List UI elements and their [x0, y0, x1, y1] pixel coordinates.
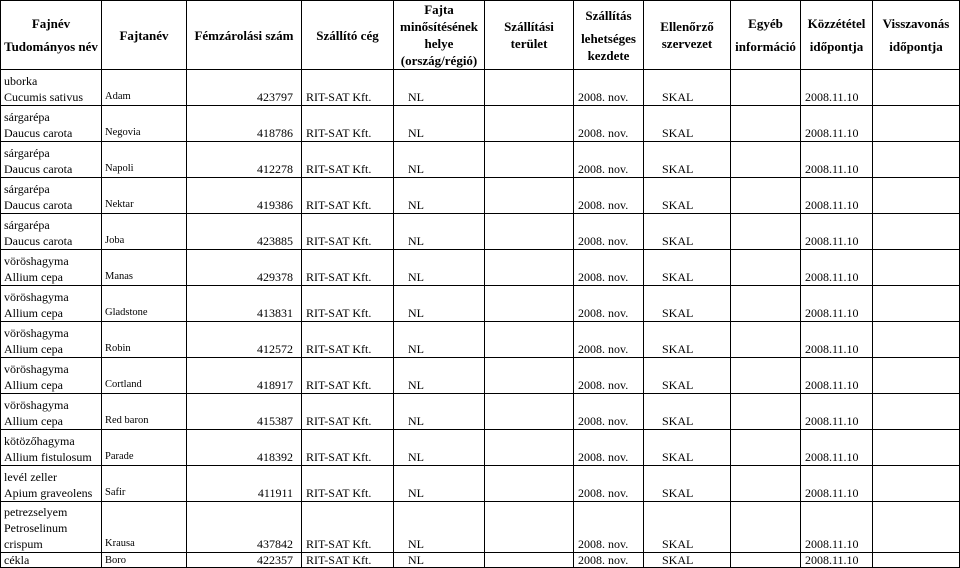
origin-cell: NL [394, 214, 485, 250]
delivery-start-cell: 2008. nov. [574, 286, 644, 322]
withdrawn-cell [873, 322, 960, 358]
scientific-name: Allium cepa [4, 378, 63, 392]
common-name: vöröshagyma [4, 362, 69, 376]
variety-cell: Parade [102, 430, 187, 466]
published-cell: 2008.11.10 [801, 502, 873, 553]
common-name: kötözőhagyma [4, 434, 75, 448]
variety-cell: Nektar [102, 178, 187, 214]
area-cell [485, 286, 574, 322]
delivery-start-cell: 2008. nov. [574, 106, 644, 142]
supplier-cell: RIT-SAT Kft. [302, 502, 394, 553]
inspector-cell: SKAL [644, 358, 731, 394]
common-name: sárgarépa [4, 146, 50, 160]
header-species: Fajnév Tudományos név [1, 1, 102, 70]
common-name: sárgarépa [4, 182, 50, 196]
origin-cell: NL [394, 430, 485, 466]
supplier-cell: RIT-SAT Kft. [302, 250, 394, 286]
species-cell [1, 430, 102, 466]
variety-cell: Negovia [102, 106, 187, 142]
published-cell: 2008.11.10 [801, 250, 873, 286]
table-row [1, 70, 960, 106]
inspector-cell: SKAL [644, 322, 731, 358]
withdrawn-cell [873, 553, 960, 568]
reg-no-cell: 411911 [187, 466, 302, 502]
withdrawn-cell [873, 394, 960, 430]
variety-cell: Joba [102, 214, 187, 250]
reg-no-cell: 422357 [187, 553, 302, 568]
published-cell: 2008.11.10 [801, 214, 873, 250]
variety-cell: Manas [102, 250, 187, 286]
other-info-cell [731, 502, 801, 553]
species-cell [1, 358, 102, 394]
supplier-cell: RIT-SAT Kft. [302, 214, 394, 250]
published-cell: 2008.11.10 [801, 286, 873, 322]
scientific-name: Cucumis sativus [4, 90, 84, 104]
table-row [1, 178, 960, 214]
origin-cell: NL [394, 553, 485, 568]
table-row [1, 286, 960, 322]
reg-no-cell: 418786 [187, 106, 302, 142]
published-cell: 2008.11.10 [801, 106, 873, 142]
area-cell [485, 214, 574, 250]
common-name: sárgarépa [4, 110, 50, 124]
variety-cell: Gladstone [102, 286, 187, 322]
supplier-cell: RIT-SAT Kft. [302, 394, 394, 430]
inspector-cell: SKAL [644, 286, 731, 322]
area-cell [485, 142, 574, 178]
table-row [1, 106, 960, 142]
delivery-start-cell: 2008. nov. [574, 70, 644, 106]
header-reg-no: Fémzárolási szám [187, 1, 302, 70]
other-info-cell [731, 250, 801, 286]
header-row [1, 1, 960, 70]
reg-no-cell: 412572 [187, 322, 302, 358]
variety-cell: Adam [102, 70, 187, 106]
table-row [1, 502, 960, 553]
published-cell: 2008.11.10 [801, 466, 873, 502]
delivery-start-cell: 2008. nov. [574, 322, 644, 358]
origin-cell: NL [394, 358, 485, 394]
origin-cell: NL [394, 466, 485, 502]
reg-no-cell: 429378 [187, 250, 302, 286]
area-cell [485, 322, 574, 358]
withdrawn-cell [873, 286, 960, 322]
supplier-cell: RIT-SAT Kft. [302, 322, 394, 358]
delivery-start-cell: 2008. nov. [574, 553, 644, 568]
scientific-name: Daucus carota [4, 162, 73, 176]
origin-cell: NL [394, 286, 485, 322]
supplier-cell: RIT-SAT Kft. [302, 358, 394, 394]
supplier-cell: RIT-SAT Kft. [302, 286, 394, 322]
published-cell: 2008.11.10 [801, 430, 873, 466]
scientific-name: Apium graveolens [4, 486, 93, 500]
supplier-cell: RIT-SAT Kft. [302, 178, 394, 214]
common-name: vöröshagyma [4, 398, 69, 412]
origin-cell: NL [394, 250, 485, 286]
inspector-cell: SKAL [644, 250, 731, 286]
reg-no-cell: 419386 [187, 178, 302, 214]
other-info-cell [731, 142, 801, 178]
supplier-cell: RIT-SAT Kft. [302, 70, 394, 106]
variety-cell: Red baron [102, 394, 187, 430]
delivery-start-cell: 2008. nov. [574, 466, 644, 502]
origin-cell: NL [394, 106, 485, 142]
header-variety: Fajtanév [102, 1, 187, 70]
reg-no-cell: 413831 [187, 286, 302, 322]
published-cell: 2008.11.10 [801, 70, 873, 106]
withdrawn-cell [873, 178, 960, 214]
published-cell: 2008.11.10 [801, 178, 873, 214]
supplier-cell: RIT-SAT Kft. [302, 466, 394, 502]
delivery-start-cell: 2008. nov. [574, 358, 644, 394]
scientific-name: Daucus carota [4, 198, 73, 212]
other-info-cell [731, 430, 801, 466]
header-delivery-start: Szállítás lehetséges kezdete [574, 1, 644, 70]
species-cell [1, 178, 102, 214]
supplier-cell: RIT-SAT Kft. [302, 142, 394, 178]
scientific-name: Daucus carota [4, 234, 73, 248]
species-cell [1, 502, 102, 553]
area-cell [485, 394, 574, 430]
scientific-name: Allium fistulosum [4, 450, 92, 464]
common-name: uborka [4, 74, 38, 88]
published-cell: 2008.11.10 [801, 553, 873, 568]
variety-cell: Cortland [102, 358, 187, 394]
header-inspector: Ellenőrző szervezet [644, 1, 731, 70]
area-cell [485, 358, 574, 394]
withdrawn-cell [873, 106, 960, 142]
inspector-cell: SKAL [644, 502, 731, 553]
inspector-cell: SKAL [644, 430, 731, 466]
area-cell [485, 553, 574, 568]
common-name: sárgarépa [4, 218, 50, 232]
area-cell [485, 250, 574, 286]
inspector-cell: SKAL [644, 70, 731, 106]
withdrawn-cell [873, 466, 960, 502]
variety-cell: Safir [102, 466, 187, 502]
other-info-cell [731, 358, 801, 394]
table-row [1, 214, 960, 250]
delivery-start-cell: 2008. nov. [574, 502, 644, 553]
header-other-info: Egyéb információ [731, 1, 801, 70]
variety-cell: Boro [102, 553, 187, 568]
delivery-start-cell: 2008. nov. [574, 178, 644, 214]
delivery-start-cell: 2008. nov. [574, 394, 644, 430]
species-cell [1, 106, 102, 142]
variety-cell: Napoli [102, 142, 187, 178]
inspector-cell: SKAL [644, 142, 731, 178]
origin-cell: NL [394, 322, 485, 358]
area-cell [485, 430, 574, 466]
inspector-cell: SKAL [644, 178, 731, 214]
table-row [1, 142, 960, 178]
reg-no-cell: 412278 [187, 142, 302, 178]
species-cell [1, 250, 102, 286]
area-cell [485, 502, 574, 553]
header-published: Közzététel időpontja [801, 1, 873, 70]
origin-cell: NL [394, 502, 485, 553]
other-info-cell [731, 286, 801, 322]
reg-no-cell: 418392 [187, 430, 302, 466]
delivery-start-cell: 2008. nov. [574, 430, 644, 466]
reg-no-cell: 418917 [187, 358, 302, 394]
header-withdrawn: Visszavonás időpontja [873, 1, 960, 70]
inspector-cell: SKAL [644, 466, 731, 502]
area-cell [485, 178, 574, 214]
published-cell: 2008.11.10 [801, 394, 873, 430]
common-name: levél zeller [4, 470, 57, 484]
origin-cell: NL [394, 142, 485, 178]
other-info-cell [731, 466, 801, 502]
reg-no-cell: 423885 [187, 214, 302, 250]
common-name: petrezselyem [4, 505, 68, 519]
reg-no-cell: 437842 [187, 502, 302, 553]
reg-no-cell: 423797 [187, 70, 302, 106]
inspector-cell: SKAL [644, 106, 731, 142]
species-cell [1, 214, 102, 250]
withdrawn-cell [873, 358, 960, 394]
area-cell [485, 106, 574, 142]
common-name: vöröshagyma [4, 254, 69, 268]
area-cell [485, 466, 574, 502]
scientific-name: Allium cepa [4, 342, 63, 356]
species-cell [1, 394, 102, 430]
origin-cell: NL [394, 394, 485, 430]
table-row [1, 394, 960, 430]
scientific-name: Daucus carota [4, 126, 73, 140]
common-name: vöröshagyma [4, 326, 69, 340]
published-cell: 2008.11.10 [801, 142, 873, 178]
published-cell: 2008.11.10 [801, 322, 873, 358]
species-cell [1, 466, 102, 502]
reg-no-cell: 415387 [187, 394, 302, 430]
inspector-cell: SKAL [644, 553, 731, 568]
delivery-start-cell: 2008. nov. [574, 250, 644, 286]
inspector-cell: SKAL [644, 214, 731, 250]
header-supplier: Szállító cég [302, 1, 394, 70]
species-cell [1, 553, 102, 568]
withdrawn-cell [873, 70, 960, 106]
variety-cell: Robin [102, 322, 187, 358]
other-info-cell [731, 178, 801, 214]
table-row [1, 553, 960, 568]
area-cell [485, 70, 574, 106]
withdrawn-cell [873, 250, 960, 286]
origin-cell: NL [394, 178, 485, 214]
other-info-cell [731, 214, 801, 250]
common-name: cékla [4, 553, 30, 567]
species-cell [1, 70, 102, 106]
other-info-cell [731, 322, 801, 358]
variety-cell: Krausa [102, 502, 187, 553]
other-info-cell [731, 106, 801, 142]
header-area: Szállítási terület [485, 1, 574, 70]
species-cell [1, 142, 102, 178]
common-name: vöröshagyma [4, 290, 69, 304]
other-info-cell [731, 394, 801, 430]
species-cell [1, 286, 102, 322]
table-row [1, 250, 960, 286]
supplier-cell: RIT-SAT Kft. [302, 106, 394, 142]
scientific-name: Petroselinum crispum [4, 521, 68, 551]
withdrawn-cell [873, 430, 960, 466]
table-row [1, 322, 960, 358]
scientific-name: Allium cepa [4, 270, 63, 284]
inspector-cell: SKAL [644, 394, 731, 430]
published-cell: 2008.11.10 [801, 358, 873, 394]
scientific-name: Allium cepa [4, 306, 63, 320]
origin-cell: NL [394, 70, 485, 106]
delivery-start-cell: 2008. nov. [574, 214, 644, 250]
supplier-cell: RIT-SAT Kft. [302, 553, 394, 568]
other-info-cell [731, 70, 801, 106]
header-origin: Fajta minősítésének helye (ország/régió) [394, 1, 485, 70]
withdrawn-cell [873, 502, 960, 553]
table-row [1, 466, 960, 502]
table-row [1, 430, 960, 466]
table-body [1, 70, 960, 568]
withdrawn-cell [873, 142, 960, 178]
withdrawn-cell [873, 214, 960, 250]
other-info-cell [731, 553, 801, 568]
table-row [1, 358, 960, 394]
species-cell [1, 322, 102, 358]
delivery-start-cell: 2008. nov. [574, 142, 644, 178]
supplier-cell: RIT-SAT Kft. [302, 430, 394, 466]
scientific-name: Allium cepa [4, 414, 63, 428]
